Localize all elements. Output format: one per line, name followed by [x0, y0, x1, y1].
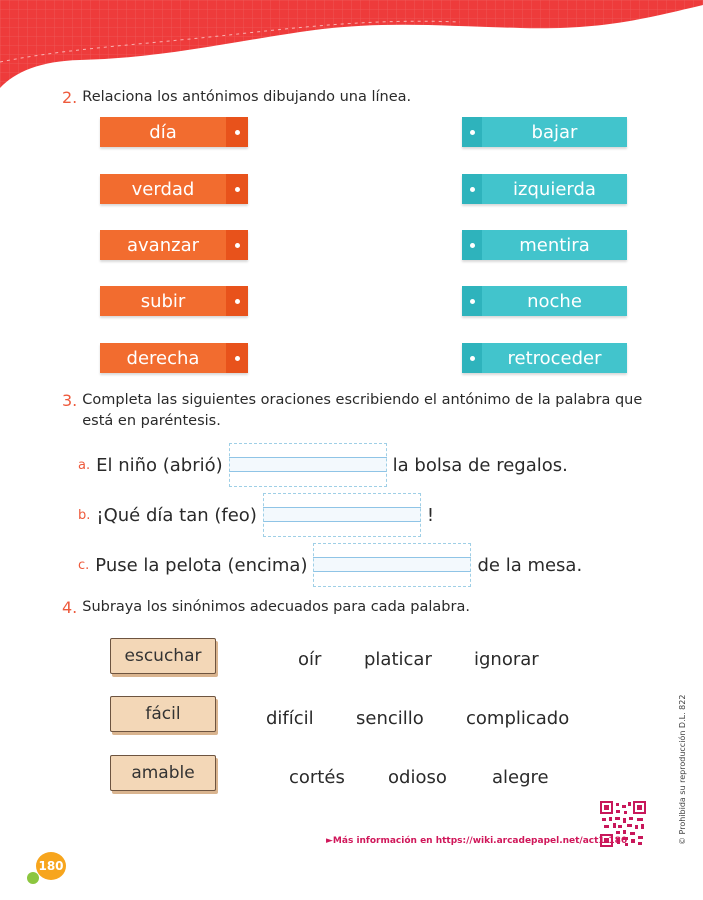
- q3-instruction-line2: está en paréntesis.: [82, 413, 221, 429]
- right-word-label: retroceder: [507, 347, 602, 369]
- sentence-before: El niño (abrió): [96, 454, 223, 476]
- left-word-label: subir: [140, 290, 186, 312]
- connector-dot[interactable]: [226, 117, 248, 147]
- synonym-option[interactable]: difícil: [266, 708, 314, 729]
- synonym-option[interactable]: platicar: [364, 649, 432, 670]
- word-tag: fácil: [110, 696, 216, 732]
- synonym-option[interactable]: alegre: [492, 767, 549, 788]
- connector-dot[interactable]: [462, 286, 482, 316]
- left-word-box[interactable]: [100, 174, 248, 204]
- q4-instruction: Subraya los sinónimos adecuados para cada palabra.: [82, 599, 470, 615]
- copyright-notice: © Prohibida su reproducción D.L. 822: [678, 694, 687, 845]
- q2-heading: [62, 87, 411, 108]
- decorative-dot: [27, 872, 39, 884]
- right-word-label: bajar: [531, 121, 578, 143]
- word-tag: escuchar: [110, 638, 216, 674]
- answer-writing-box[interactable]: [263, 493, 421, 537]
- left-word-box[interactable]: [100, 230, 248, 260]
- right-word-box[interactable]: [462, 230, 627, 260]
- sentence-c: [78, 543, 582, 587]
- sentence-letter: a.: [78, 457, 91, 473]
- answer-writing-box[interactable]: [313, 543, 471, 587]
- left-word-label: día: [149, 121, 177, 143]
- right-word-box[interactable]: [462, 174, 627, 204]
- page-number: 180: [36, 852, 66, 880]
- connector-dot[interactable]: [462, 230, 482, 260]
- synonym-option[interactable]: odioso: [388, 767, 447, 788]
- connector-dot[interactable]: [226, 174, 248, 204]
- right-word-label: mentira: [519, 234, 590, 256]
- sentence-b: [78, 493, 434, 537]
- sentence-after: !: [426, 504, 435, 526]
- q4-heading: [62, 597, 470, 618]
- q3-instruction: [82, 390, 642, 432]
- left-word-box[interactable]: [100, 286, 248, 316]
- connector-dot[interactable]: [226, 343, 248, 373]
- sentence-after: la bolsa de regalos.: [392, 454, 568, 476]
- sentence-before: ¡Qué día tan (feo): [96, 504, 257, 526]
- q3-instruction-line1: Completa las siguientes oraciones escribiendo el antónimo de la palabra que: [82, 392, 643, 408]
- right-word-box[interactable]: [462, 343, 627, 373]
- left-word-label: verdad: [131, 178, 195, 200]
- left-word-box[interactable]: [100, 117, 248, 147]
- sentence-after: de la mesa.: [477, 554, 583, 576]
- synonym-option[interactable]: ignorar: [474, 649, 539, 670]
- q3-number: 3.: [62, 391, 78, 410]
- left-word-label: derecha: [126, 347, 200, 369]
- more-info-link[interactable]: ►Más información en https://wiki.arcadepapel.net/act1-180: [326, 836, 628, 846]
- synonym-option[interactable]: complicado: [466, 708, 570, 729]
- q3-heading: [62, 390, 642, 432]
- connector-dot[interactable]: [462, 343, 482, 373]
- connector-dot[interactable]: [462, 174, 482, 204]
- synonym-option[interactable]: sencillo: [356, 708, 424, 729]
- answer-writing-box[interactable]: [229, 443, 387, 487]
- right-word-box[interactable]: [462, 117, 627, 147]
- sentence-a: [78, 443, 568, 487]
- sentence-before: Puse la pelota (encima): [95, 554, 308, 576]
- sentence-letter: c.: [78, 557, 90, 573]
- q4-number: 4.: [62, 598, 78, 617]
- q2-number: 2.: [62, 88, 78, 107]
- q2-instruction: Relaciona los antónimos dibujando una línea.: [82, 89, 412, 105]
- left-word-label: avanzar: [127, 234, 199, 256]
- connector-dot[interactable]: [226, 230, 248, 260]
- left-word-box[interactable]: [100, 343, 248, 373]
- sentence-letter: b.: [78, 507, 91, 523]
- right-word-box[interactable]: [462, 286, 627, 316]
- word-tag: amable: [110, 755, 216, 791]
- synonym-option[interactable]: cortés: [289, 767, 345, 788]
- synonym-option[interactable]: oír: [298, 649, 322, 670]
- right-word-label: izquierda: [513, 178, 596, 200]
- header-decoration: [0, 0, 703, 95]
- right-word-label: noche: [527, 290, 582, 312]
- connector-dot[interactable]: [462, 117, 482, 147]
- connector-dot[interactable]: [226, 286, 248, 316]
